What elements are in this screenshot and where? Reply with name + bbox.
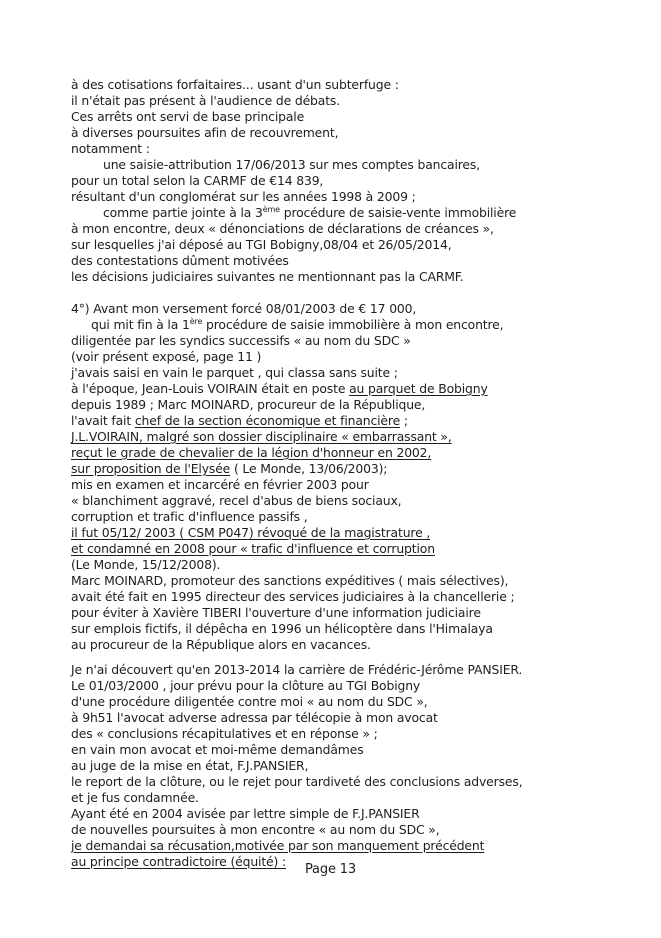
- paragraph-carmf: [71, 77, 646, 285]
- text-line: une saisie-attribution 17/06/2013 sur mes comptes bancaires,: [103, 157, 480, 172]
- underlined-line: je demandai sa récusation,motivée par son manquement précédent: [71, 838, 485, 853]
- text-line: au juge de la mise en état, F.J.PANSIER,: [71, 758, 309, 773]
- text-line: [71, 205, 646, 221]
- page-number: Page 13: [304, 862, 357, 877]
- superscript: ère: [189, 317, 203, 326]
- text-line: [71, 461, 646, 477]
- text-line: à mon encontre, deux « dénonciations de déclarations de créances »,: [71, 221, 494, 236]
- text-line: des contestations dûment motivées: [71, 253, 289, 268]
- text-line: [71, 317, 646, 333]
- text-line: en vain mon avocat et moi-même demandâmes: [71, 742, 364, 757]
- text-line: pour éviter à Xavière TIBERI l'ouverture d'une information judiciaire: [71, 605, 481, 620]
- text-run: qui mit fin à la 1: [91, 317, 190, 332]
- text-line: 4°) Avant mon versement forcé 08/01/2003 de € 17 000,: [71, 301, 417, 316]
- text-line: à des cotisations forfaitaires... usant d'un subterfuge :: [71, 77, 399, 92]
- text-line: Ayant été en 2004 avisée par lettre simple de F.J.PANSIER: [71, 806, 420, 821]
- underlined-text: chef de la section économique et financière: [134, 413, 401, 428]
- text-run: comme partie jointe à la 3: [103, 205, 263, 220]
- underlined-line: reçut le grade de chevalier de la légion d'honneur en 2002,: [71, 445, 432, 460]
- text-line: à diverses poursuites afin de recouvrement,: [71, 125, 339, 140]
- text-line: et je fus condamnée.: [71, 790, 199, 805]
- text-run: ;: [400, 413, 408, 428]
- text-line: Marc MOINARD, promoteur des sanctions expéditives ( mais sélectives),: [71, 573, 509, 588]
- text-line: sur emplois fictifs, il dépêcha en 1996 un hélicoptère dans l'Himalaya: [71, 621, 493, 636]
- text-line: des « conclusions récapitulatives et en réponse » ;: [71, 726, 378, 741]
- text-line: [71, 381, 646, 397]
- text-line: pour un total selon la CARMF de €14 839,: [71, 173, 324, 188]
- paragraph-moinard: [71, 573, 646, 653]
- text-line: depuis 1989 ; Marc MOINARD, procureur de la République,: [71, 397, 426, 412]
- text-line: les décisions judiciaires suivantes ne mentionnant pas la CARMF.: [71, 269, 464, 284]
- underlined-line: au principe contradictoire (équité) :: [71, 854, 286, 869]
- text-line: corruption et trafic d'influence passifs ,: [71, 509, 308, 524]
- underlined-text: sur proposition de l'Elysée: [71, 461, 231, 476]
- text-line: mis en examen et incarcéré en février 2003 pour: [71, 477, 369, 492]
- text-run: l'avait fait: [71, 413, 135, 428]
- text-line: le report de la clôture, ou le rejet pour tardiveté des conclusions adverses,: [71, 774, 523, 789]
- superscript: ème: [262, 205, 280, 214]
- text-line: de nouvelles poursuites à mon encontre « au nom du SDC »,: [71, 822, 440, 837]
- underlined-line: et condamné en 2008 pour « trafic d'influence et corruption: [71, 541, 435, 556]
- text-line: (voir présent exposé, page 11 ): [71, 349, 262, 364]
- text-line: d'une procédure diligentée contre moi « au nom du SDC »,: [71, 694, 428, 709]
- text-line: « blanchiment aggravé, recel d'abus de biens sociaux,: [71, 493, 402, 508]
- text-run: à l'époque, Jean-Louis VOIRAIN était en poste: [71, 381, 350, 396]
- underlined-line: il fut 05/12/ 2003 ( CSM P047) révoqué de la magistrature ,: [71, 525, 431, 540]
- text-line: Le 01/03/2000 , jour prévu pour la clôture au TGI Bobigny: [71, 678, 421, 693]
- text-run: procédure de saisie-vente immobilière: [279, 205, 517, 220]
- text-line: [71, 413, 646, 429]
- text-line: il n'était pas présent à l'audience de débats.: [71, 93, 340, 108]
- text-line: diligentée par les syndics successifs « au nom du SDC »: [71, 333, 411, 348]
- text-line: avait été fait en 1995 directeur des services judiciaires à la chancellerie ;: [71, 589, 515, 604]
- text-line: sur lesquelles j'ai déposé au TGI Bobigny,08/04 et 26/05/2014,: [71, 237, 452, 252]
- text-line: (Le Monde, 15/12/2008).: [71, 557, 221, 572]
- text-line: à 9h51 l'avocat adverse adressa par télécopie à mon avocat: [71, 710, 438, 725]
- text-line: notamment :: [71, 141, 150, 156]
- text-line: j'avais saisi en vain le parquet , qui classa sans suite ;: [71, 365, 398, 380]
- paragraph-pansier: [71, 662, 646, 870]
- text-run: procédure de saisie immobilière à mon encontre,: [202, 317, 504, 332]
- underlined-line: J.L.VOIRAIN, malgré son dossier disciplinaire « embarrassant »,: [71, 429, 452, 444]
- text-line: au procureur de la République alors en vacances.: [71, 637, 371, 652]
- text-line: Ces arrêts ont servi de base principale: [71, 109, 305, 124]
- text-line: résultant d'un conglomérat sur les années 1998 à 2009 ;: [71, 189, 416, 204]
- paragraph-point-4: [71, 301, 646, 573]
- underlined-text: au parquet de Bobigny: [349, 381, 488, 396]
- text-run: ( Le Monde, 13/06/2003);: [230, 461, 388, 476]
- text-line: Je n'ai découvert qu'en 2013-2014 la carrière de Frédéric-Jérôme PANSIER.: [71, 662, 523, 677]
